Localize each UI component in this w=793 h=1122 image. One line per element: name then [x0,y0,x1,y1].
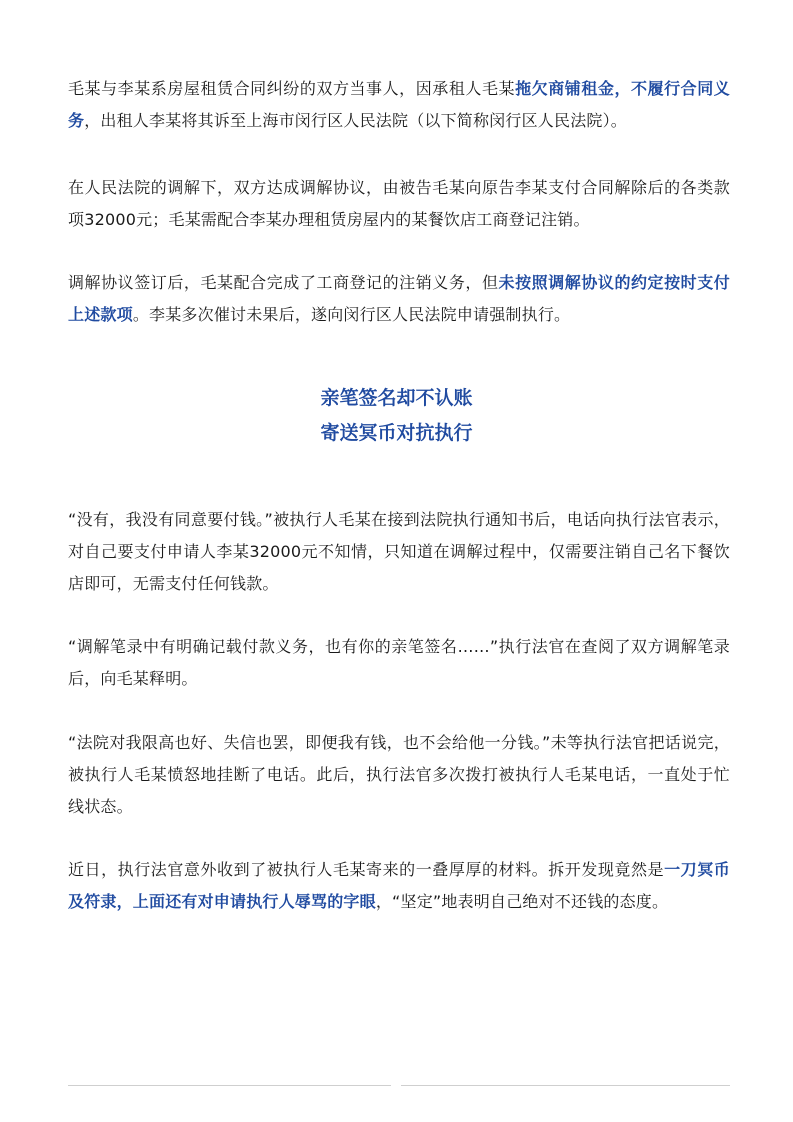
paragraph-3 [68,267,730,331]
paragraph-6 [68,727,730,823]
para1-text-a: 毛某与李某系房屋租赁合同纠纷的双方当事人，因承租人毛某 [68,79,516,98]
para3-highlight: 未按照调解协议的约定按时支付上述款项 [68,273,730,324]
section-heading-line-2: 寄送冥币对抗执行 [320,422,473,444]
para7-text-a: 近日，执行法官意外收到了被执行人毛某寄来的一叠厚厚的材料。拆开发现竟然是 [68,860,665,879]
para1-text-b: ，出租人李某将其诉至上海市闵行区人民法院（以下简称闵行区人民法院）。 [84,111,628,130]
paragraph-1 [68,73,730,137]
para7-highlight: 一刀冥币及符隶，上面还有对申请执行人辱骂的字眼 [68,860,730,911]
section-heading-line-1: 亲笔签名却不认账 [320,387,473,409]
footer-rule-right [401,1085,730,1086]
para3-text-b: 。李某多次催讨未果后，遂向闵行区人民法院申请强制执行。 [132,305,571,324]
para6-text: “法院对我限高也好、失信也罢，即便我有钱，也不会给他一分钱。”未等执行法官把话说完，被执行人毛某愤怒地挂断了电话。此后，执行法官多次拨打被执行人毛某电话，一直处于忙线状态。 [68,733,730,816]
para1-highlight: 拖欠商铺租金，不履行合同义务 [68,79,730,130]
paragraph-2 [68,172,730,236]
footer-rule-left [68,1085,391,1086]
para7-text-b: ，“坚定”地表明自己绝对不还钱的态度。 [375,892,669,911]
paragraph-7 [68,854,730,918]
paragraph-5 [68,631,730,695]
para2-text: 在人民法院的调解下，双方达成调解协议，由被告毛某向原告李某支付合同解除后的各类款项32000元；毛某需配合李某办理租赁房屋内的某餐饮店工商登记注销。 [68,178,730,229]
paragraph-4 [68,504,730,600]
para3-text-a: 调解协议签订后，毛某配合完成了工商登记的注销义务，但 [68,273,499,292]
para5-text: “调解笔录中有明确记载付款义务，也有你的亲笔签名……”执行法官在查阅了双方调解笔录后，向毛某释明。 [68,637,730,688]
para4-text: “没有，我没有同意要付钱。”被执行人毛某在接到法院执行通知书后，电话向执行法官表示，对自己要支付申请人李某32000元不知情，只知道在调解过程中，仅需要注销自己名下餐饮店即可，无需支付任何钱款。 [68,510,730,593]
